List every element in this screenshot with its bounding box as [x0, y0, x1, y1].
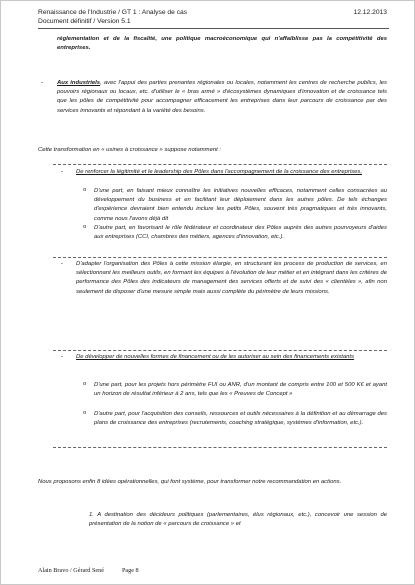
circle-bullet-icon: o	[83, 224, 87, 230]
header-title: Renaissance de l'Industrie / GT 1 : Analyse de cas	[38, 9, 188, 16]
header-rule	[38, 28, 389, 29]
section1-item2: D'autre part, en favorisant le rôle fédérateur et coordinateur des Pôles auprès des autres pourvoyeurs d'aides aux entreprises (CCI, chambres des métiers, agences d'innovation, etc.).	[94, 225, 387, 241]
section-divider	[53, 447, 387, 448]
circle-bullet-icon: o	[83, 187, 87, 193]
footer-authors: Alain Bravo / Gérard Sené	[38, 567, 104, 574]
section3-item1: D'une part, pour les projets hors périmètre FUI ou ANR, d'un montant de compris entre 100 et 500 K€ et ayant un horizon de résultat inférieur à 2 ans, tels que les « Preuves de Concept »	[94, 382, 387, 398]
circle-bullet-icon: o	[83, 381, 87, 387]
circle-bullet-icon: o	[83, 410, 87, 416]
paragraph-industriels	[57, 79, 387, 116]
industriels-text: , avec l'appui des parties prenantes régionales ou locales, notamment les centres de recherche publics, les pouvoirs régionaux ou locaux, etc. d'utiliser le « bras armé » d'écosystèmes dynamiques d'innovation et de croissance tels que les pôles de compétitivité pour accompagner efficacement les entreprises dans leur parcours de croissance par des services innovants et répondant à la variété des besoins.	[57, 80, 387, 114]
section-divider	[53, 257, 387, 258]
section-divider	[53, 350, 387, 351]
header-subtitle: Document définitif / Version 5.1	[38, 18, 131, 25]
bullet-dash: -	[61, 354, 63, 360]
section1-item1: D'une part, en faisant mieux connaître les initiatives nouvelles efficaces, notamment celles consacrées au développement du business et en facilitant leur déploiement dans les autres pôles. De tels échanges d'expérience devraient bien entendu inclure les petits Pôles, souvent très pragmatiques et très innovants, comme nous l'avons déjà dit	[94, 188, 387, 222]
section1-title: De renforcer la légitimité et le leadership des Pôles dans l'accompagnement de la croissance des entreprises,	[76, 169, 362, 175]
paragraph-top: réglementation et de la fiscalité, une politique macroéconomique qui n'affaiblisse pas la compétitivité des entreprises.	[57, 36, 387, 52]
bullet-dash: -	[61, 169, 63, 175]
bullet-dash: -	[61, 261, 63, 267]
numbered-item	[89, 511, 387, 529]
section3-title: De développer de nouvelles formes de financement ou de les autoriser au sein des financements existants	[76, 354, 355, 360]
footer-page: Page 8	[121, 567, 139, 574]
bullet-dash: -	[41, 80, 43, 86]
numbered-item-text: A destination des décideurs politiques (parlementaires, élus régionaux, etc.), concevoir une session de présentation de la notion de « parcours de croissance » et	[89, 512, 387, 528]
section-divider	[53, 164, 387, 165]
intro-paragraph: Cette transformation en « usines à croissance » suppose notamment :	[38, 147, 222, 153]
proposals-paragraph: Nous proposons enfin 8 idées opérationnelles, qui font système, pour transformer notre recommandation en actions.	[38, 479, 342, 485]
industriels-lead: Aux industriels	[57, 80, 101, 86]
footer	[38, 567, 139, 574]
section3-item2: D'autre part, pour l'acquisition des conseils, ressources et outils nécessaires à la définition et au démarrage des plans de croissance des entreprises (recrutements, coaching stratégique, systèmes d'information, etc.).	[94, 411, 387, 427]
section2-text: D'adapter l'organisation des Pôles à cette mission élargie, en structurant les process de production de services, en sélectionnant les meilleurs outils, en formant les équipes à l'évolution de leur métier et en intégrant dans les critères de performance des Pôles des indicateurs de management des services offerts et de suivi des « clientèles », afin non seulement de disposer d'une mesure simple mais aussi complète du périmètre de leurs missions.	[76, 261, 387, 295]
numbered-item-number: 1.	[89, 512, 94, 518]
header-date: 12.12.2013	[353, 9, 387, 16]
